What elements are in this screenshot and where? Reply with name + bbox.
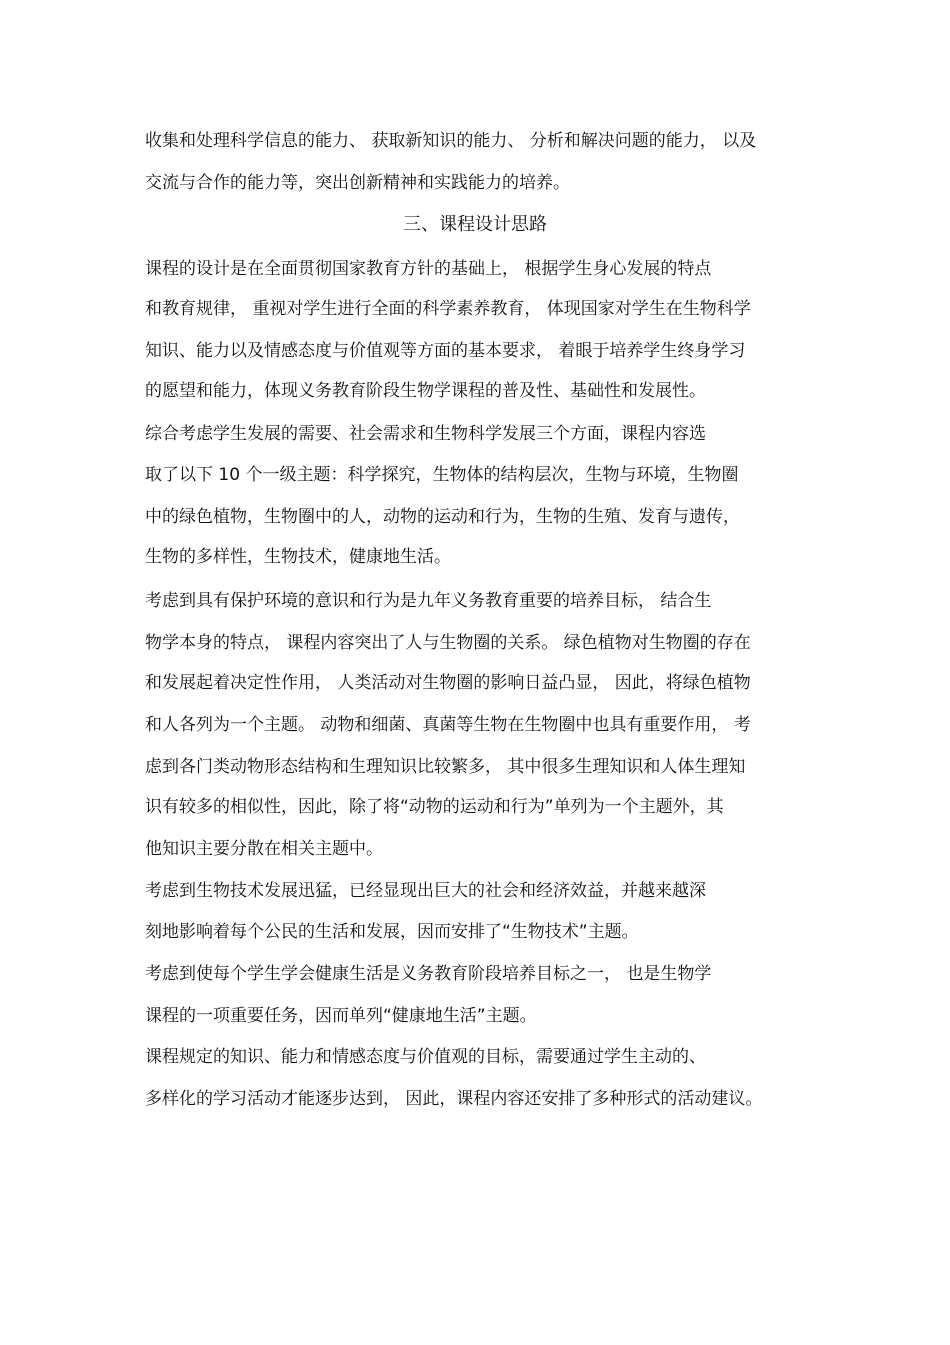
text-line: 考虑到使每个学生学会健康生活是义务教育阶段培养目标之一， 也是生物学 [145, 964, 712, 984]
text-line: 课程的一项重要任务，因而单列“健康地生活”主题。 [145, 1006, 537, 1026]
text-line: 知识、能力以及情感态度与价值观等方面的基本要求， 着眼于培养学生终身学习 [145, 341, 746, 361]
text-line: 课程的设计是在全面贯彻国家教育方针的基础上， 根据学生身心发展的特点 [145, 259, 712, 279]
text-line: 综合考虑学生发展的需要、社会需求和生物科学发展三个方面，课程内容选 [145, 424, 706, 444]
text-line: 收集和处理科学信息的能力、 获取新知识的能力、 分析和解决问题的能力， 以及 [145, 131, 757, 151]
text-line: 和发展起着决定性作用， 人类活动对生物圈的影响日益凸显， 因此，将绿色植物 [145, 673, 751, 693]
text-line: 考虑到生物技术发展迅猛，已经显现出巨大的社会和经济效益，并越来越深 [145, 881, 706, 901]
text-line: 的愿望和能力，体现义务教育阶段生物学课程的普及性、基础性和发展性。 [145, 381, 706, 401]
text-line: 取了以下 10 个一级主题：科学探究，生物体的结构层次，生物与环境，生物圈 [145, 465, 739, 485]
text-line: 中的绿色植物，生物圈中的人，动物的运动和行为，生物的生殖、发育与遗传， [145, 507, 740, 527]
text-line: 物学本身的特点， 课程内容突出了人与生物圈的关系。 绿色植物对生物圈的存在 [145, 633, 751, 653]
text-line: 他知识主要分散在相关主题中。 [145, 839, 383, 859]
text-line: 生物的多样性，生物技术，健康地生活。 [145, 547, 451, 567]
text-line: 和教育规律， 重视对学生进行全面的科学素养教育， 体现国家对学生在生物科学 [145, 299, 751, 319]
text-line: 交流与合作的能力等，突出创新精神和实践能力的培养。 [145, 173, 570, 193]
text-line: 课程规定的知识、能力和情感态度与价值观的目标，需要通过学生主动的、 [145, 1047, 706, 1067]
text-line: 刻地影响着每个公民的生活和发展，因而安排了“生物技术”主题。 [145, 922, 639, 942]
text-line: 考虑到具有保护环境的意识和行为是九年义务教育重要的培养目标， 结合生 [145, 591, 712, 611]
text-line: 识有较多的相似性，因此，除了将“动物的运动和行为”单列为一个主题外，其 [145, 797, 724, 817]
text-line: 多样化的学习活动才能逐步达到， 因此，课程内容还安排了多种形式的活动建议。 [145, 1089, 763, 1109]
section-heading: 三、课程设计思路 [403, 214, 547, 235]
text-line: 虑到各门类动物形态结构和生理知识比较繁多， 其中很多生理知识和人体生理知 [145, 757, 746, 777]
text-line: 和人各列为一个主题。 动物和细菌、真菌等生物在生物圈中也具有重要作用， 考 [145, 715, 751, 735]
